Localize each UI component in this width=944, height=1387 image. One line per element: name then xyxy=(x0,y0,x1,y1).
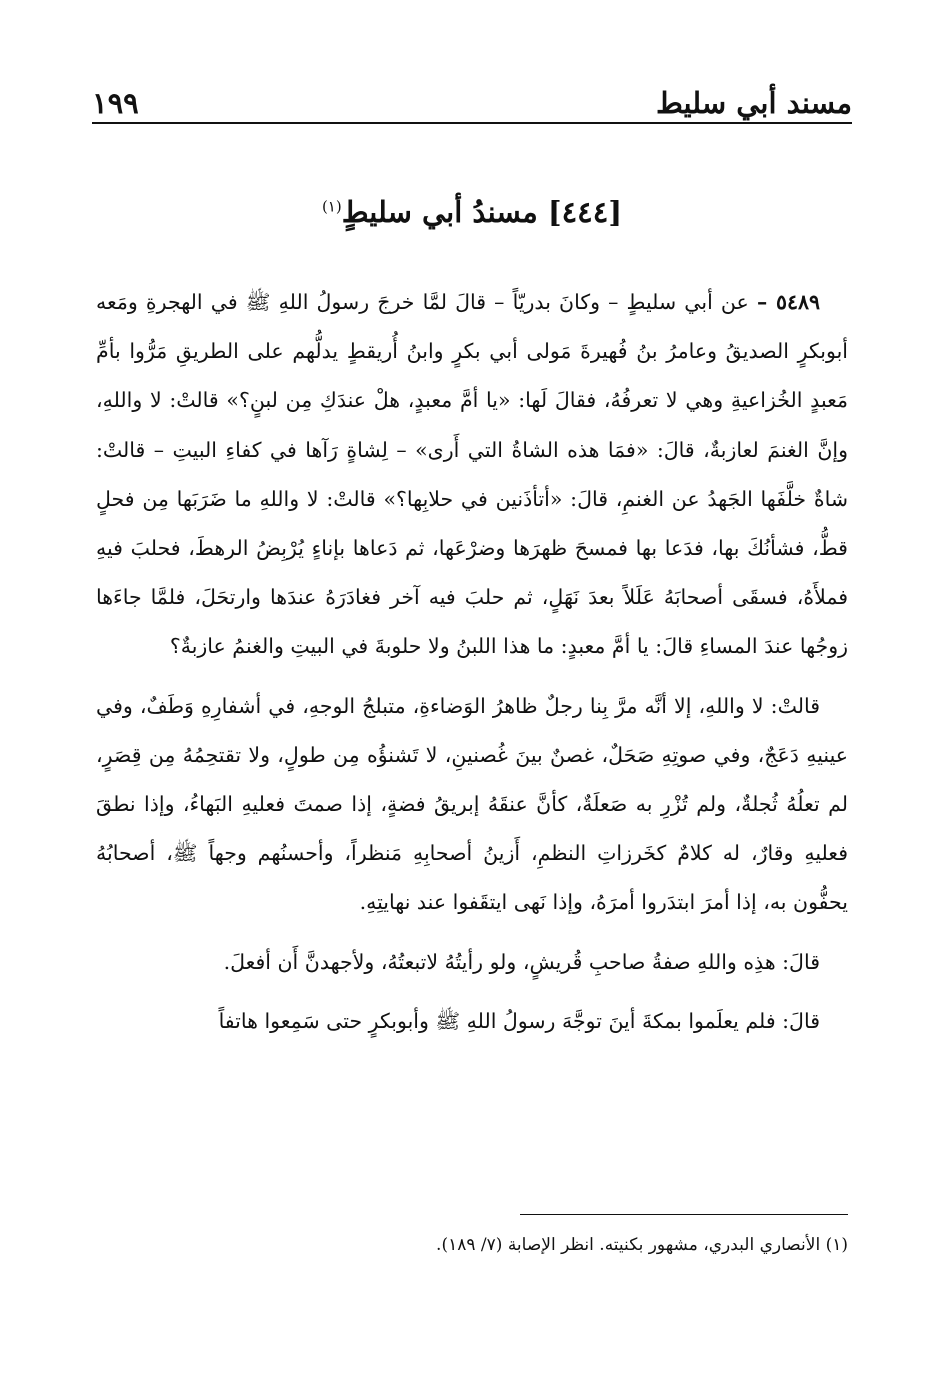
running-title: مسند أبي سليط xyxy=(655,86,852,120)
page-number: ١٩٩ xyxy=(92,86,139,120)
body-text xyxy=(96,278,848,1046)
footnote: (١) الأنصاري البدري، مشهور بكنيته. انظر الإصابة (٧/ ١٨٩). xyxy=(436,1235,848,1255)
hadith-paragraph xyxy=(96,278,848,672)
footnote-rule xyxy=(520,1214,848,1215)
paragraph: قالتْ: لا واللهِ، إلا أنَّه مرَّ بِنا رجلٌ ظاهرُ الوَضاءةِ، متبلجُ الوجهِ، في أشفارِهِ وَطَفٌ، وفي عينيهِ دَعَجٌ، وفي صوتِهِ صَحَلٌ، غصنٌ بينَ غُصنينِ، لا تَشنؤُه مِن طولٍ، ولا تقتحِمُهُ مِن قِصَرٍ، لم تعلُهُ ثُجلةٌ، ولم تُزْرِ به صَعلَةٌ، كأنَّ عنقَهُ إبريقُ فضةٍ، إذا صمتَ فعليهِ البَهاءُ، وإذا نطقَ فعليهِ وقارٌ، له كلامٌ كخَرزاتِ النظمِ، أَزينُ أصحابِهِ مَنظراً، وأحسنُهم وجهاً ﷺ، أصحابُهُ يحفُّون به، إذا أمرَ ابتدَروا أمرَهُ، وإذا نَهى ايتقَفوا عند نهايتِهِ. xyxy=(96,693,848,915)
paragraph: قالَ: هذِه واللهِ صفةُ صاحبِ قُريشٍ، ولو رأيتُهُ لاتبعتُهُ، ولأجهدنَّ أَن أفعلَ. xyxy=(223,949,820,974)
section-title xyxy=(92,195,852,230)
section-title-text: [٤٤٤] مسندُ أبي سليطٍ xyxy=(341,195,623,229)
header-rule xyxy=(92,122,852,124)
page-header xyxy=(92,74,852,118)
footnote-marker: (١) xyxy=(321,197,342,216)
paragraph: قالَ: فلم يعلَموا بمكةَ أينَ توجَّهَ رسولُ اللهِ ﷺ وأبوبكرٍ حتى سَمِعوا هاتفاً xyxy=(218,1008,820,1033)
hadith-text: عن أبي سليطٍ – وكانَ بدريّاً – قالَ لمَّا خرجَ رسولُ اللهِ ﷺ في الهجرةِ ومَعه أبوبكرٍ الصديقُ وعامرُ بنُ فُهيرةَ مَولى أبي بكرٍ وابنُ أُريقطٍ يدلُّهم على الطريقِ مَرُّوا بأمِّ مَعبدٍ الخُزاعيةِ وهي لا تعرفُهُ، فقالَ لَها: «يا أمَّ معبدٍ، هلْ عندَكِ مِن لبنٍ؟» قالتْ: لا واللهِ، وإنَّ الغنمَ لعازبةٌ، قالَ: «فمَا هذه الشاةُ التي أَرى» – لِشاةٍ رَآها في كفاءِ البيتِ – قالتْ: شاةٌ خلَّفَها الجَهدُ عن الغنمِ، قالَ: «أتأذَنين في حلابِها؟» قالتْ: لا واللهِ ما ضَرَبَها مِن فحلٍ قطُّ، فشأنُكَ بها، فدَعا بها فمسحَ ظهرَها وضرْعَها، ثم دَعاها بإناءٍ يُرْبِضُ الرهطَ، فحلبَ فيهِ فملأَهُ، فسقَى أصحابَهُ عَلَلاً بعدَ نَهَلٍ، ثم حلبَ فيه آخر فغادَرَهُ عندَها وارتحَلَ، فلمَّا جاءَها زوجُها عندَ المساءِ قالَ: يا أمَّ معبدٍ: ما هذا اللبنُ ولا حلوبةَ في البيتِ والغنمُ عازبةٌ؟ xyxy=(96,290,848,659)
hadith-number: ٥٤٨٩ – xyxy=(756,290,821,314)
